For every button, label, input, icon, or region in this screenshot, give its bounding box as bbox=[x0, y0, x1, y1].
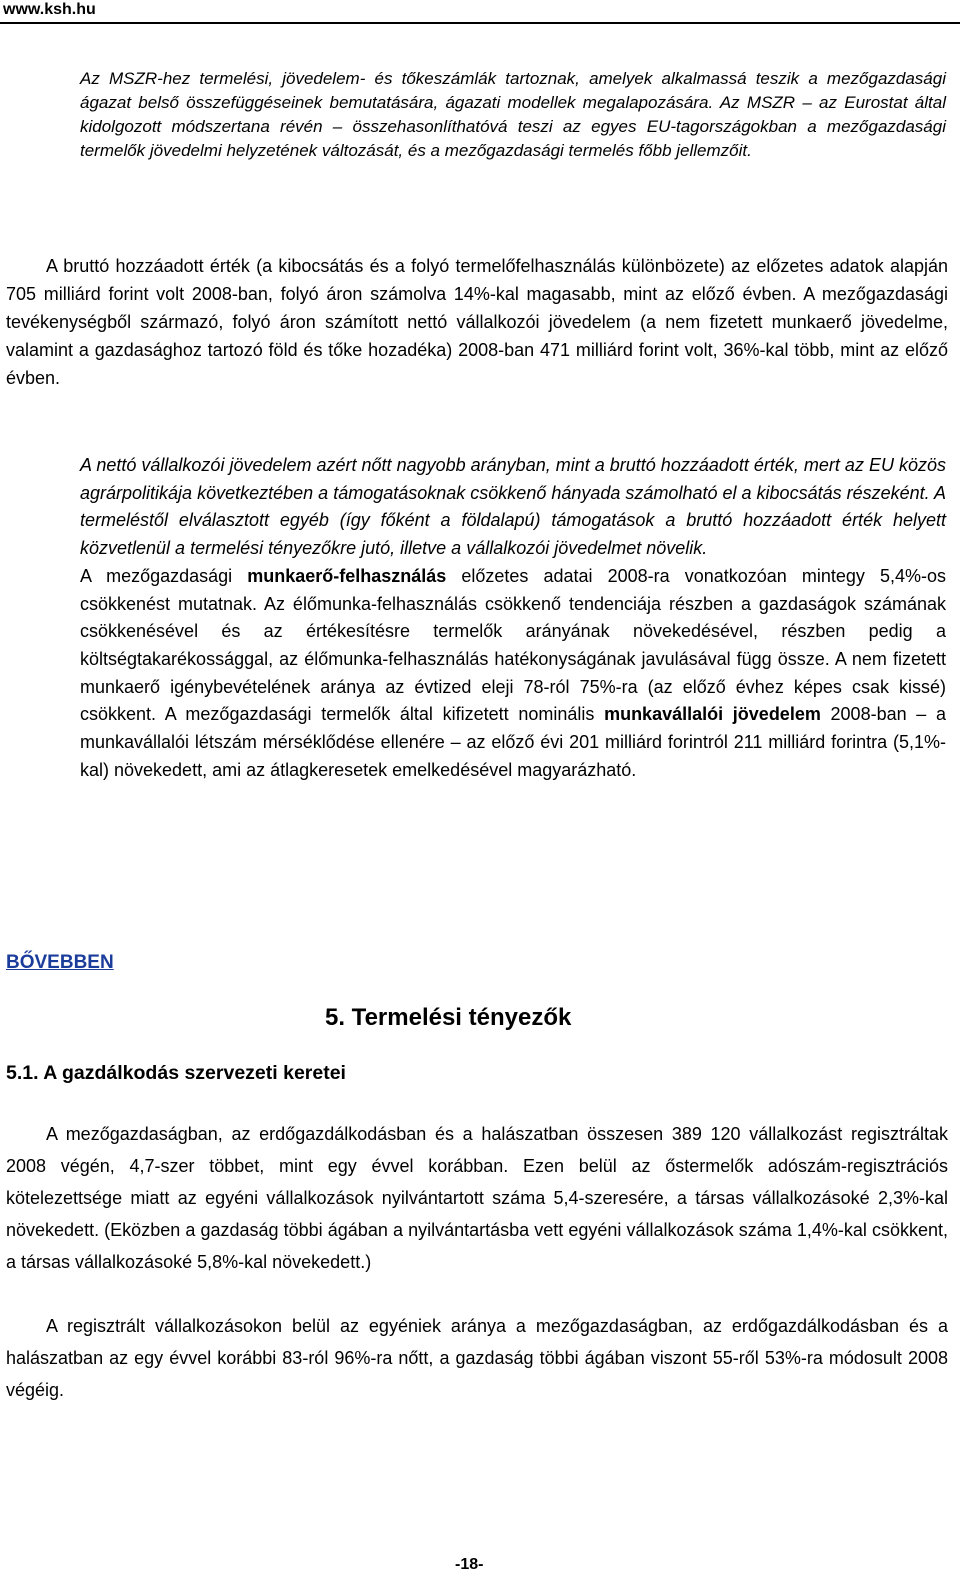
section-title: 5.1. A gazdálkodás szervezeti keretei bbox=[6, 1062, 346, 1084]
labour-tail: 2008-ban – a munkavállalói létszám mérséklődése ellenére – az előző évi 201 milliárd forintról 211 milliárd forintra (5,1%-kal) növekedett, ami az átlagkeresetek emelkedésével magyarázható. bbox=[80, 704, 946, 780]
enterprises-paragraph: A mezőgazdaságban, az erdőgazdálkodásban és a halászatban összesen 389 120 vállalkozást regisztráltak 2008 végén, 4,7-szer többet, mint egy évvel korábban. Ezen belül az őstermelők adószám-regisztrációs kötelezettsége miatt az egyéni vállalkozások nyilvántartott száma 5,4-szeresére, a társas vállalkozásoké 2,3%-kal növekedett. (Eközben a gazdaság többi ágában a nyilvántartásba vett egyéni vállalkozások száma 1,4%-kal csökkent, a társas vállalkozásoké 5,8%-kal növekedett.) bbox=[6, 1124, 948, 1272]
share-paragraph: A regisztrált vállalkozásokon belül az egyéniek aránya a mezőgazdaságban, az erdőgazdálkodásban és a halászatban az egy évvel korábbi 83-ról 96%-ra nőtt, a gazdaság többi ágában viszont 55-ről 53%-ra módosult 2008 végéig. bbox=[6, 1316, 948, 1400]
labour-term-bold: munkaerő-felhasználás bbox=[247, 565, 447, 586]
labour-paragraph bbox=[80, 563, 946, 785]
right-column-block bbox=[80, 452, 946, 784]
page-number: -18- bbox=[455, 1556, 484, 1573]
labour-lead: A mezőgazdasági bbox=[80, 565, 248, 586]
employee-income-term-bold: munkavállalói jövedelem bbox=[604, 704, 821, 725]
labour-mid: előzetes adatai 2008-ra vonatkozóan mintegy 5,4%-os csökkenést mutatnak. Az élőmunka-felhasználás csökkenő tendenciája részben a gazdaságok számának csökkenésével és az értékesítésre termelők arányának növekedésével, részben pedig a költségtakarékossággal, az élőmunka-felhasználás hatékonyságának javulásával függ össze. A nem fizetett munkaerő igénybevételének aránya az évtized eleji 78-ról 75%-ra (az előző évhez képes csak kissé) csökkent. A mezőgazdasági termelők által kifizetett nominális bbox=[80, 565, 946, 725]
chapter-title: 5. Termelési tényezők bbox=[325, 1004, 572, 1031]
gva-paragraph: A bruttó hozzáadott érték (a kibocsátás és a folyó termelőfelhasználás különbözete) az előzetes adatok alapján 705 milliárd forint volt 2008-ban, folyó áron számolva 14%-kal magasabb, mint az előző évben. A mezőgazdasági tevékenységből származó, folyó áron számított nettó vállalkozói jövedelem (a nem fizetett munkaerő jövedelme, valamint a gazdasághoz tartozó föld és tőke hozadéka) 2008-ban 471 milliárd forint volt, 36%-kal több, mint az előző évben. bbox=[6, 256, 948, 388]
intro-italic-paragraph: Az MSZR-hez termelési, jövedelem- és tőkeszámlák tartoznak, amelyek alkalmassá teszik a mezőgazdasági ágazat belső összefüggéseinek bemutatására, ágazati modellek megalapozására. Az MSZR – az Eurostat által kidolgozott módszertana révén – összehasonlíthatóvá teszi az egyes EU-tagországokban a mezőgazdasági termelők jövedelmi helyzetének változását, és a mezőgazdasági termelés főbb jellemzőit. bbox=[80, 69, 946, 160]
page-header bbox=[0, 0, 960, 24]
subsidy-note-paragraph: A nettó vállalkozói jövedelem azért nőtt nagyobb arányban, mint a bruttó hozzáadott érték, mert az EU közös agrárpolitikája következtében a támogatásoknak csökkenő hányada számolható el a kibocsátás részeként. A termeléstől elválasztott egyéb (így főként a földalapú) támogatások a bruttó hozzáadott érték helyett közvetlenül a termelési tényezőkre jutó, illetve a vállalkozói jövedelmet növelik. bbox=[80, 455, 946, 559]
site-url: www.ksh.hu bbox=[3, 1, 96, 18]
more-link[interactable]: BŐVEBBEN bbox=[6, 952, 114, 973]
